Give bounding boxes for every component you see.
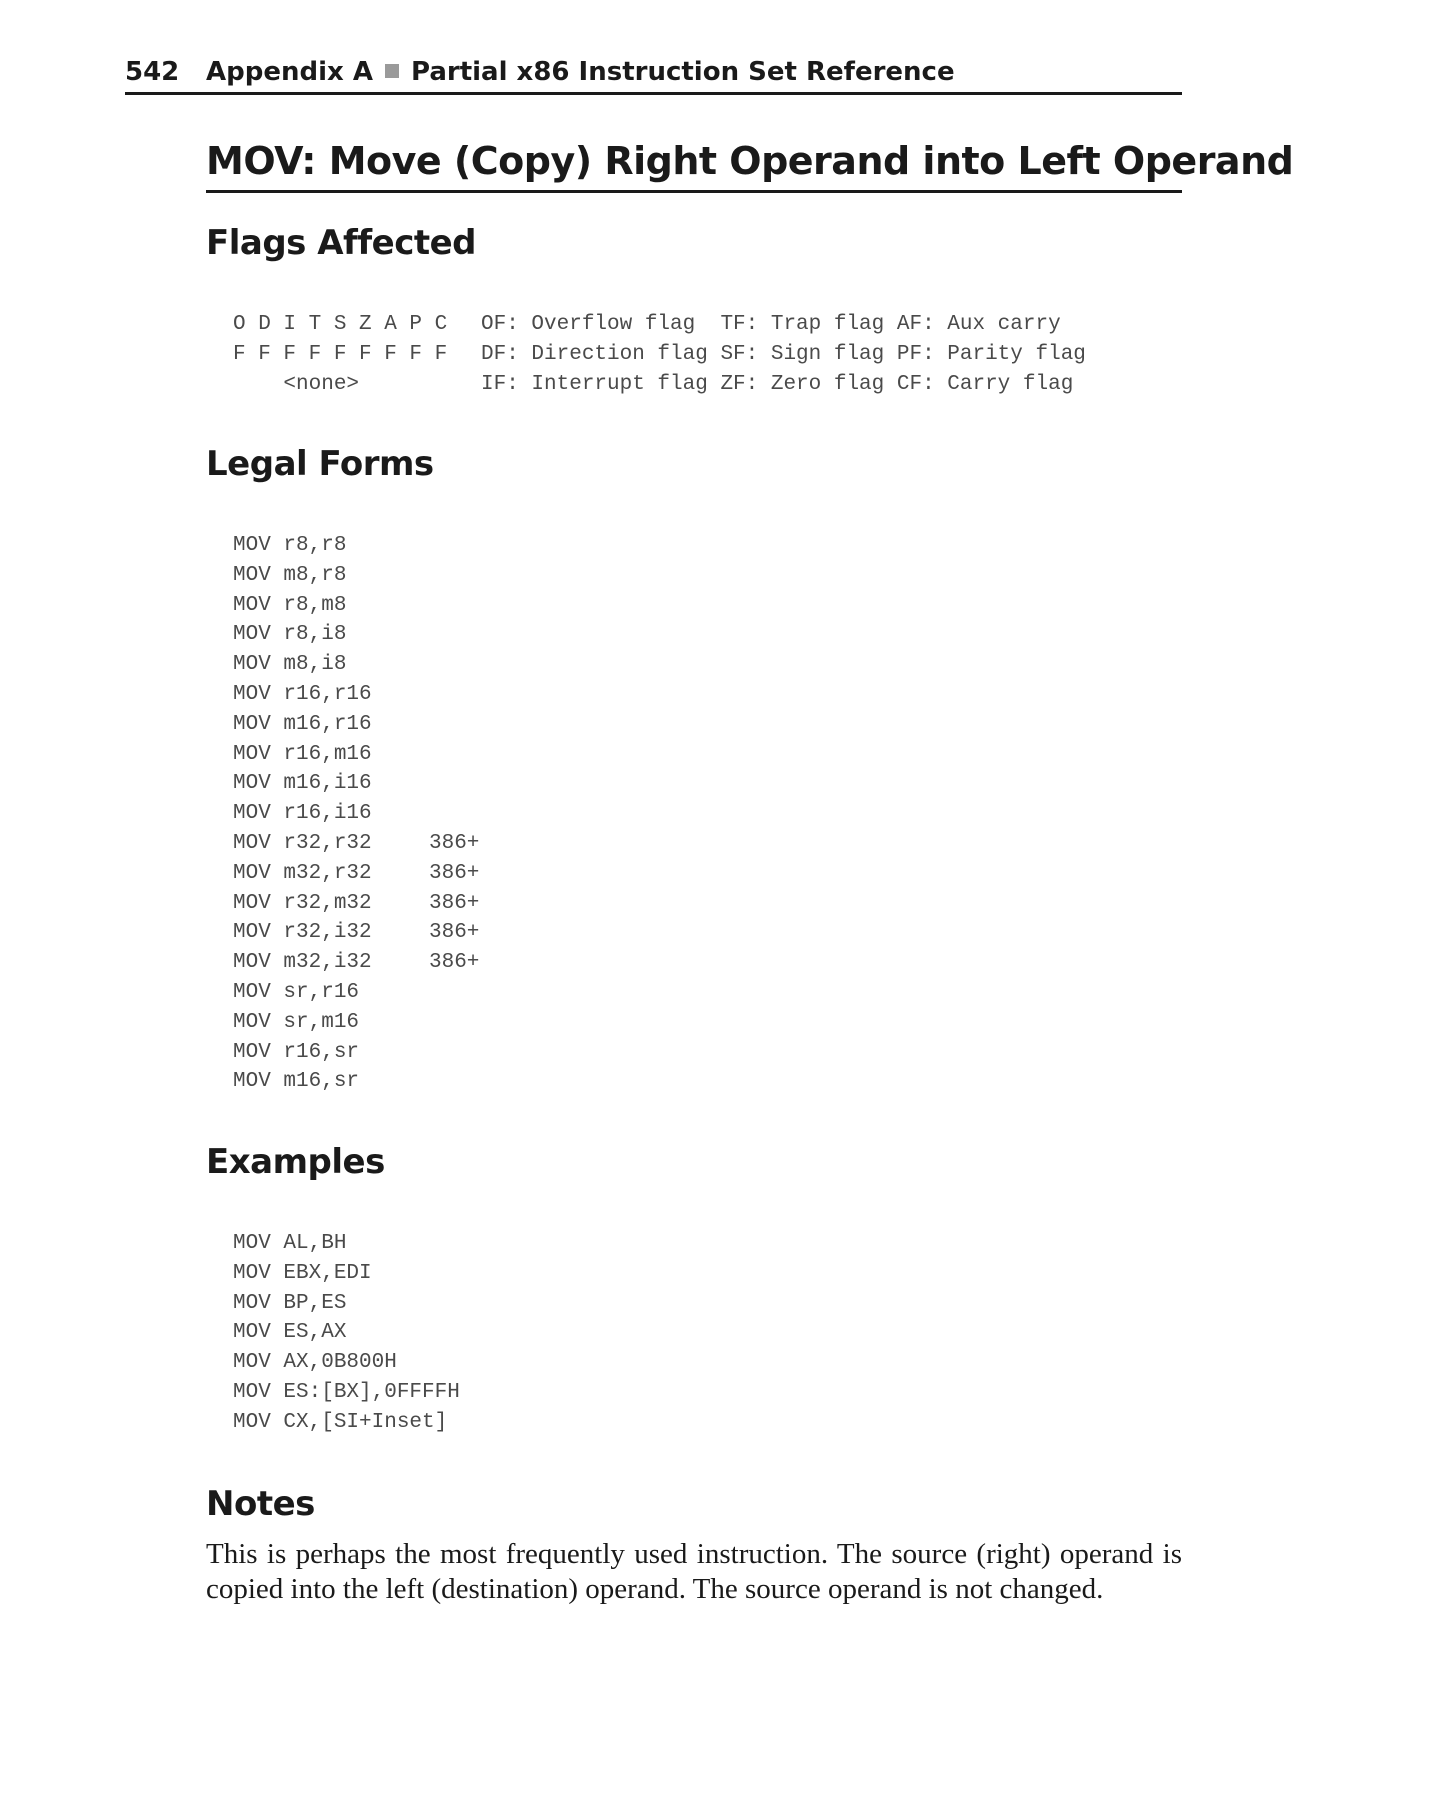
legal-form-row [233, 918, 633, 948]
example-line: MOV EBX,EDI [233, 1261, 372, 1285]
legal-form-row [233, 710, 633, 740]
square-separator-icon [385, 64, 399, 78]
legal-form-instruction: MOV r8,r8 [233, 534, 347, 557]
legal-form-row [233, 799, 633, 829]
flag-values: O D I T S Z A P C [233, 313, 448, 336]
notes-heading: Notes [206, 1484, 315, 1524]
legal-form-cpu-note: 386+ [429, 951, 480, 975]
legal-form-instruction: MOV m16,sr [233, 1070, 360, 1094]
legal-form-row [233, 591, 633, 621]
legal-form-instruction: MOV m8,i8 [233, 653, 347, 677]
legal-form-instruction: MOV m32,r32 [233, 861, 372, 885]
legal-form-row [233, 769, 633, 799]
legal-form-instruction: MOV m32,i32 [233, 951, 372, 975]
legal-form-instruction: MOV r32,m32 [233, 891, 372, 915]
example-line: MOV BP,ES [233, 1291, 347, 1315]
legal-form-row [233, 650, 633, 680]
legal-form-row [233, 561, 633, 591]
legal-form-instruction: MOV r16,sr [233, 1040, 360, 1064]
legal-form-row [233, 531, 633, 561]
legal-form-instruction: MOV r8,i8 [233, 623, 347, 647]
examples-list [233, 1229, 460, 1438]
legal-form-instruction: MOV m16,i16 [233, 772, 372, 796]
legal-form-row [233, 740, 633, 770]
flag-legend: DF: Direction flag SF: Sign flag PF: Parity flag [481, 343, 1086, 366]
legal-form-row [233, 680, 633, 710]
legal-form-instruction: MOV sr,r16 [233, 980, 360, 1004]
example-line: MOV AX,0B800H [233, 1351, 397, 1375]
example-line: MOV CX,[SI+Inset] [233, 1410, 448, 1434]
flag-values: <none> [233, 373, 360, 396]
legal-form-instruction: MOV r16,r16 [233, 682, 372, 706]
legal-form-instruction: MOV m16,r16 [233, 712, 372, 736]
legal-form-row [233, 829, 633, 859]
example-line: MOV ES,AX [233, 1321, 347, 1345]
legal-form-cpu-note: 386+ [429, 891, 480, 915]
legal-form-instruction: MOV r16,m16 [233, 742, 372, 766]
legal-form-cpu-note: 386+ [429, 921, 480, 945]
legal-form-instruction: MOV sr,m16 [233, 1010, 360, 1034]
legal-form-row [233, 1067, 633, 1097]
section-title: MOV: Move (Copy) Right Operand into Left Operand [206, 134, 1182, 193]
example-line: MOV AL,BH [233, 1232, 347, 1255]
legal-form-row [233, 859, 633, 889]
legal-form-row [233, 948, 633, 978]
legal-forms-heading: Legal Forms [206, 444, 434, 484]
running-header [125, 52, 1182, 95]
examples-heading: Examples [206, 1142, 385, 1182]
flags-affected-heading: Flags Affected [206, 223, 476, 263]
flag-values: F F F F F F F F F [233, 343, 448, 366]
example-line: MOV ES:[BX],0FFFFH [233, 1380, 460, 1404]
legal-form-instruction: MOV r32,i32 [233, 921, 372, 945]
notes-paragraph: This is perhaps the most frequently used instruction. The source (right) operand is copied into the left (destination) operand. The source operand is not changed. [206, 1538, 1182, 1605]
legal-form-instruction: MOV r8,m8 [233, 593, 347, 617]
legal-form-cpu-note: 386+ [429, 831, 480, 855]
chapter-label: Appendix A [206, 57, 373, 87]
legal-form-instruction: MOV r32,r32 [233, 831, 372, 855]
legal-form-row [233, 978, 633, 1008]
legal-forms-list [233, 531, 633, 1097]
legal-form-row [233, 1038, 633, 1068]
legal-form-instruction: MOV m8,r8 [233, 563, 347, 587]
chapter-title: Partial x86 Instruction Set Reference [410, 57, 955, 87]
flag-legend: IF: Interrupt flag ZF: Zero flag CF: Carry flag [481, 373, 1074, 396]
flag-legend: OF: Overflow flag TF: Trap flag AF: Aux carry [481, 313, 1061, 336]
legal-form-row [233, 1008, 633, 1038]
legal-form-row [233, 889, 633, 919]
legal-form-instruction: MOV r16,i16 [233, 802, 372, 826]
legal-form-cpu-note: 386+ [429, 861, 480, 885]
page-number: 542 [125, 57, 180, 87]
legal-form-row [233, 620, 633, 650]
